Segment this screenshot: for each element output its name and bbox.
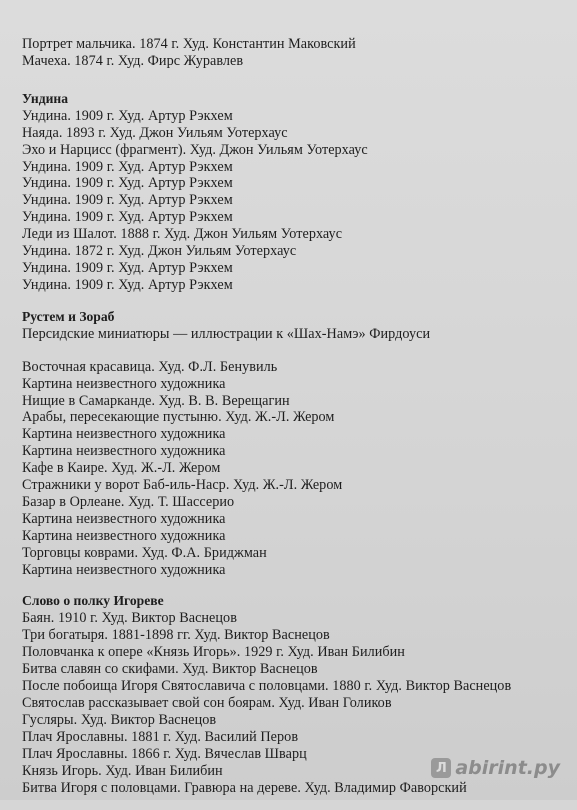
list-item: Ундина. 1872 г. Худ. Джон Уильям Уотерхаус xyxy=(22,243,297,260)
list-item: Картина неизвестного художника xyxy=(22,443,226,460)
list-item: Эхо и Нарцисс (фрагмент). Худ. Джон Уильям Уотерхаус xyxy=(22,141,368,158)
list-item: Половчанка к опере «Князь Игорь». 1929 г. Худ. Иван Билибин xyxy=(22,644,405,661)
section-subtitle: Персидские миниатюры — иллюстрации к «Шах-Намэ» Фирдоуси xyxy=(22,325,431,342)
list-item: Арабы, пересекающие пустыню. Худ. Ж.-Л. Жером xyxy=(22,409,335,426)
list-item: Ундина. 1909 г. Худ. Артур Рэкхем xyxy=(22,209,233,226)
section-heading: Ундина xyxy=(22,90,69,106)
list-item: Ундина. 1909 г. Худ. Артур Рэкхем xyxy=(22,276,233,293)
list-item: Картина неизвестного художника xyxy=(22,527,226,544)
section-rustem-i-zorab xyxy=(22,308,562,579)
list-item: Нищие в Самарканде. Худ. В. В. Верещагин xyxy=(22,392,290,409)
list-item: Торговцы коврами. Худ. Ф.А. Бриджман xyxy=(22,544,267,561)
list-item: Три богатыря. 1881-1898 гг. Худ. Виктор Васнецов xyxy=(22,627,330,644)
list-item: Картина неизвестного художника xyxy=(22,375,226,392)
labirint-logo-icon: Л xyxy=(431,758,451,778)
labirint-watermark xyxy=(431,757,560,779)
list-item: Гусляры. Худ. Виктор Васнецов xyxy=(22,711,217,728)
list-item: Ундина. 1909 г. Худ. Артур Рэкхем xyxy=(22,259,233,276)
list-item: Кафе в Каире. Худ. Ж.-Л. Жером xyxy=(22,460,221,477)
intro-block xyxy=(22,36,562,70)
list-item: Наяда. 1893 г. Худ. Джон Уильям Уотерхаус xyxy=(22,124,288,141)
illustrations-list xyxy=(22,36,562,810)
list-item: Битва Игоря с половцами. Гравюра на дереве. Худ. Владимир Фаворский xyxy=(22,779,467,796)
section-heading: Рустем и Зораб xyxy=(22,308,115,324)
list-item: Базар в Орлеане. Худ. Т. Шассерио xyxy=(22,493,235,510)
list-item: Битва славян со скифами. Худ. Виктор Васнецов xyxy=(22,661,318,678)
list-item: Князь Игорь. Худ. Иван Билибин xyxy=(22,762,223,779)
list-item: После побоища Игоря Святославича с половцами. 1880 г. Худ. Виктор Васнецов xyxy=(22,678,512,695)
watermark-text: abirint.ру xyxy=(455,757,560,779)
list-item: Ундина. 1909 г. Худ. Артур Рэкхем xyxy=(22,175,233,192)
list-item: Мачеха. 1874 г. Худ. Фирс Журавлев xyxy=(22,52,244,69)
list-item: Плач Ярославны. 1866 г. Худ. Вячеслав Шварц xyxy=(22,745,307,762)
list-item: Леди из Шалот. 1888 г. Худ. Джон Уильям Уотерхаус xyxy=(22,226,343,243)
list-item: Портрет мальчика. 1874 г. Худ. Константин Маковский xyxy=(22,36,356,52)
list-item: Картина неизвестного художника xyxy=(22,561,226,578)
section-undina xyxy=(22,90,562,294)
list-item: Ундина. 1909 г. Худ. Артур Рэкхем xyxy=(22,192,233,209)
list-item: Плач Ярославны. 1881 г. Худ. Василий Перов xyxy=(22,728,299,745)
list-item: Баян. 1910 г. Худ. Виктор Васнецов xyxy=(22,610,237,627)
list-item: Ундина. 1909 г. Худ. Артур Рэкхем xyxy=(22,158,233,175)
list-item: Ундина. 1909 г. Худ. Артур Рэкхем xyxy=(22,107,233,124)
list-item: Картина неизвестного художника xyxy=(22,426,226,443)
list-item: Стражники у ворот Баб-иль-Наср. Худ. Ж.-Л. Жером xyxy=(22,477,343,494)
list-item: Картина неизвестного художника xyxy=(22,510,226,527)
list-item: Святослав рассказывает свой сон боярам. Худ. Иван Голиков xyxy=(22,695,392,711)
list-item: Восточная красавица. Худ. Ф.Л. Бенувиль xyxy=(22,358,278,375)
section-heading: Слово о полку Игореве xyxy=(22,593,164,609)
